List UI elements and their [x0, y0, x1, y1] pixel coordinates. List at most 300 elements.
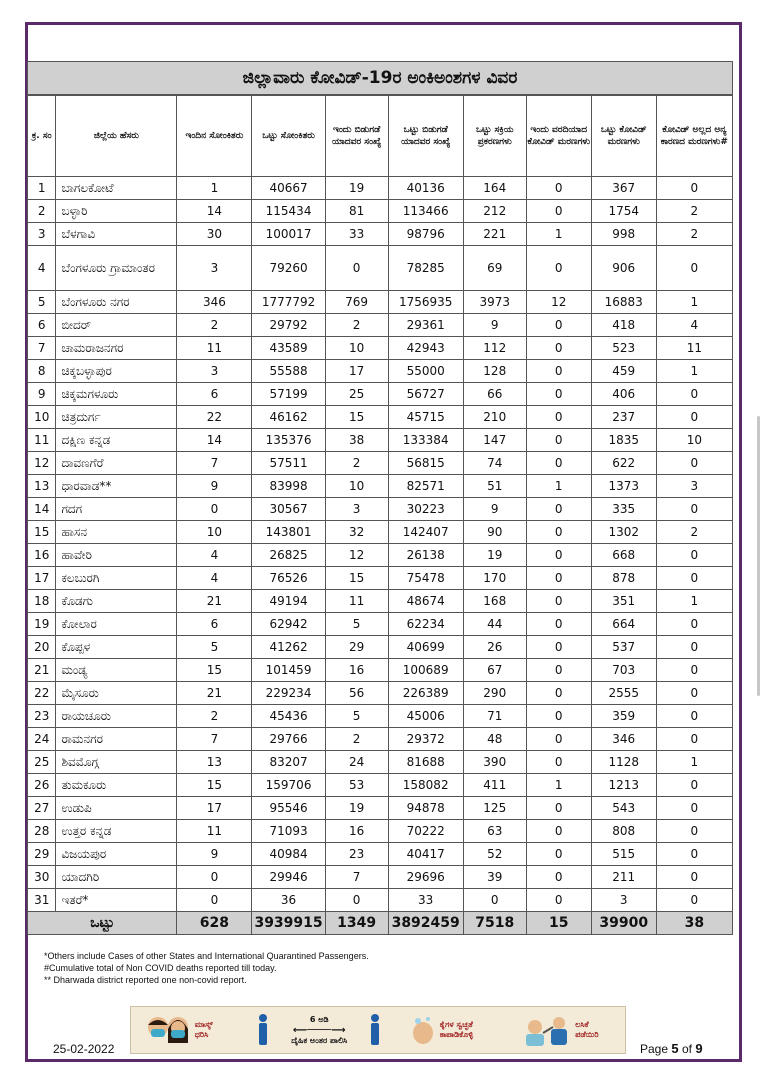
table-cell: 19 — [28, 613, 56, 636]
table-row — [28, 889, 733, 912]
table-cell: 158082 — [388, 774, 463, 797]
table-cell: 62234 — [388, 613, 463, 636]
table-cell: 0 — [526, 659, 591, 682]
table-cell: 56 — [325, 682, 388, 705]
table-cell: 0 — [526, 889, 591, 912]
table-cell: 9 — [28, 383, 56, 406]
column-header: ಕ್ರ. ಸಂ — [28, 96, 56, 177]
table-cell: 0 — [526, 498, 591, 521]
table-cell: 0 — [325, 889, 388, 912]
table-cell: 664 — [591, 613, 656, 636]
district-name-cell: ಧಾರವಾಡ** — [56, 475, 177, 498]
table-cell: 0 — [526, 544, 591, 567]
table-row — [28, 728, 733, 751]
district-name-cell: ರಾಯಚೂರು — [56, 705, 177, 728]
vaccine-segment — [523, 1013, 611, 1047]
table-cell: 83998 — [252, 475, 325, 498]
table-cell: 168 — [463, 590, 526, 613]
table-cell: 40136 — [388, 177, 463, 200]
table-cell: 55000 — [388, 360, 463, 383]
distance-value: 6 ಅಡಿ — [309, 1014, 329, 1024]
table-cell: 11 — [325, 590, 388, 613]
table-cell: 9 — [463, 498, 526, 521]
table-cell: 29 — [28, 843, 56, 866]
table-cell: 14 — [177, 429, 252, 452]
table-cell: 164 — [463, 177, 526, 200]
table-cell: 0 — [177, 498, 252, 521]
district-name-cell: ಕಲಬುರಗಿ — [56, 567, 177, 590]
table-cell: 0 — [526, 429, 591, 452]
table-cell: 10 — [28, 406, 56, 429]
table-cell: 418 — [591, 314, 656, 337]
table-cell: 0 — [526, 406, 591, 429]
table-cell: 4 — [177, 567, 252, 590]
page-current: 5 — [671, 1041, 679, 1056]
table-row — [28, 521, 733, 544]
table-cell: 0 — [656, 728, 732, 751]
table-cell: 406 — [591, 383, 656, 406]
table-cell: 4 — [28, 246, 56, 291]
table-cell: 226389 — [388, 682, 463, 705]
total-cell: 1349 — [325, 912, 388, 935]
district-name-cell: ಯಾದಗಿರಿ — [56, 866, 177, 889]
table-cell: 14 — [177, 200, 252, 223]
table-cell: 1835 — [591, 429, 656, 452]
table-cell: 3 — [177, 360, 252, 383]
table-cell: 346 — [591, 728, 656, 751]
table-cell: 906 — [591, 246, 656, 291]
table-cell: 0 — [656, 383, 732, 406]
column-header: ಒಟ್ಟು ಬಿಡುಗಡೆ ಯಾದವರ ಸಂಖ್ಯೆ — [388, 96, 463, 177]
table-cell: 4 — [656, 314, 732, 337]
total-cell: 3892459 — [388, 912, 463, 935]
district-name-cell: ಉತ್ತರ ಕನ್ನಡ — [56, 820, 177, 843]
table-cell: 7 — [325, 866, 388, 889]
table-cell: 0 — [463, 889, 526, 912]
footnote: #Cumulative total of Non COVID deaths reported till today. — [44, 963, 277, 973]
table-cell: 31 — [28, 889, 56, 912]
table-cell: 0 — [177, 889, 252, 912]
table-row — [28, 590, 733, 613]
table-cell: 0 — [656, 797, 732, 820]
column-header: ಒಟ್ಟು ಕೋವಿಡ್ ಮರಣಗಳು — [591, 96, 656, 177]
total-cell: 3939915 — [252, 912, 325, 935]
district-name-cell: ಮಂಡ್ಯ — [56, 659, 177, 682]
table-cell: 0 — [526, 337, 591, 360]
table-cell: 26 — [463, 636, 526, 659]
table-row — [28, 866, 733, 889]
table-cell: 9 — [463, 314, 526, 337]
district-name-cell: ಇತರೆ* — [56, 889, 177, 912]
table-cell: 21 — [28, 659, 56, 682]
total-cell: 38 — [656, 912, 732, 935]
table-cell: 42943 — [388, 337, 463, 360]
table-cell: 40667 — [252, 177, 325, 200]
scrollbar[interactable] — [757, 416, 760, 696]
table-cell: 57511 — [252, 452, 325, 475]
table-cell: 808 — [591, 820, 656, 843]
table-cell: 112 — [463, 337, 526, 360]
table-cell: 0 — [656, 452, 732, 475]
table-cell: 159706 — [252, 774, 325, 797]
table-cell: 16 — [325, 820, 388, 843]
table-cell: 12 — [526, 291, 591, 314]
table-cell: 622 — [591, 452, 656, 475]
table-cell: 76526 — [252, 567, 325, 590]
table-cell: 2 — [177, 705, 252, 728]
table-cell: 2555 — [591, 682, 656, 705]
table-cell: 1213 — [591, 774, 656, 797]
district-name-cell: ಚಾಮರಾಜನಗರ — [56, 337, 177, 360]
table-cell: 15 — [325, 567, 388, 590]
table-cell: 67 — [463, 659, 526, 682]
table-cell: 17 — [177, 797, 252, 820]
table-cell: 1756935 — [388, 291, 463, 314]
table-cell: 1777792 — [252, 291, 325, 314]
table-cell: 351 — [591, 590, 656, 613]
table-cell: 90 — [463, 521, 526, 544]
table-cell: 11 — [177, 820, 252, 843]
table-cell: 51 — [463, 475, 526, 498]
table-cell: 26825 — [252, 544, 325, 567]
table-cell: 0 — [526, 843, 591, 866]
table-row — [28, 751, 733, 774]
table-row — [28, 820, 733, 843]
district-name-cell: ಕೊಡಗು — [56, 590, 177, 613]
table-cell: 1302 — [591, 521, 656, 544]
table-cell: 3 — [28, 223, 56, 246]
table-cell: 3 — [656, 475, 732, 498]
table-cell: 0 — [526, 705, 591, 728]
table-cell: 23 — [28, 705, 56, 728]
table-cell: 39 — [463, 866, 526, 889]
table-cell: 115434 — [252, 200, 325, 223]
table-row — [28, 797, 733, 820]
table-cell: 703 — [591, 659, 656, 682]
table-row — [28, 682, 733, 705]
table-cell: 523 — [591, 337, 656, 360]
table-cell: 5 — [28, 291, 56, 314]
table-cell: 16883 — [591, 291, 656, 314]
table-cell: 100689 — [388, 659, 463, 682]
table-cell: 45715 — [388, 406, 463, 429]
table-cell: 43589 — [252, 337, 325, 360]
table-cell: 15 — [325, 406, 388, 429]
table-cell: 2 — [656, 200, 732, 223]
table-cell: 28 — [28, 820, 56, 843]
table-cell: 0 — [526, 820, 591, 843]
table-cell: 14 — [28, 498, 56, 521]
total-cell: 628 — [177, 912, 252, 935]
table-cell: 98796 — [388, 223, 463, 246]
district-name-cell: ಬಾಗಲಕೋಟೆ — [56, 177, 177, 200]
table-cell: 10 — [325, 475, 388, 498]
table-cell: 20 — [28, 636, 56, 659]
table-cell: 5 — [325, 705, 388, 728]
table-cell: 33 — [388, 889, 463, 912]
report-date: 25-02-2022 — [53, 1042, 115, 1056]
table-cell: 79260 — [252, 246, 325, 291]
table-cell: 769 — [325, 291, 388, 314]
table-cell: 459 — [591, 360, 656, 383]
table-cell: 7 — [177, 452, 252, 475]
table-cell: 0 — [526, 200, 591, 223]
table-cell: 2 — [325, 452, 388, 475]
table-cell: 4 — [177, 544, 252, 567]
person-icon — [368, 1013, 382, 1047]
table-cell: 48674 — [388, 590, 463, 613]
table-cell: 5 — [325, 613, 388, 636]
table-cell: 13 — [28, 475, 56, 498]
table-cell: 49194 — [252, 590, 325, 613]
table-row — [28, 705, 733, 728]
table-cell: 52 — [463, 843, 526, 866]
table-row — [28, 406, 733, 429]
table-cell: 335 — [591, 498, 656, 521]
table-cell: 24 — [28, 728, 56, 751]
table-cell: 95546 — [252, 797, 325, 820]
column-header: ಇಂದು ಬಿಡುಗಡೆ ಯಾದವರ ಸಂಖ್ಯೆ — [325, 96, 388, 177]
table-row — [28, 636, 733, 659]
table-cell: 6 — [28, 314, 56, 337]
table-cell: 0 — [526, 751, 591, 774]
table-row — [28, 291, 733, 314]
table-cell: 75478 — [388, 567, 463, 590]
table-cell: 0 — [656, 705, 732, 728]
total-cell: 7518 — [463, 912, 526, 935]
table-cell: 62942 — [252, 613, 325, 636]
table-cell: 515 — [591, 843, 656, 866]
table-cell: 1 — [656, 291, 732, 314]
table-row — [28, 498, 733, 521]
table-cell: 2 — [325, 728, 388, 751]
table-cell: 1 — [28, 177, 56, 200]
footnote: *Others include Cases of other States and International Quarantined Passengers. — [44, 951, 369, 961]
district-name-cell: ತುಮಕೂರು — [56, 774, 177, 797]
table-cell: 0 — [656, 177, 732, 200]
table-cell: 0 — [526, 682, 591, 705]
page-total: 9 — [695, 1041, 703, 1056]
table-cell: 71093 — [252, 820, 325, 843]
table-cell: 6 — [177, 383, 252, 406]
table-cell: 1 — [526, 774, 591, 797]
table-cell: 19 — [325, 797, 388, 820]
table-cell: 1 — [656, 751, 732, 774]
mask-segment — [145, 1013, 229, 1047]
table-cell: 83207 — [252, 751, 325, 774]
table-cell: 6 — [177, 613, 252, 636]
table-cell: 0 — [656, 406, 732, 429]
table-cell: 82571 — [388, 475, 463, 498]
table-cell: 143801 — [252, 521, 325, 544]
district-name-cell: ಉಡುಪಿ — [56, 797, 177, 820]
column-header: ಕೋವಿಡ್ ಅಲ್ಲದ ಅನ್ಯ ಕಾರಣದ ಮರಣಗಳು# — [656, 96, 732, 177]
column-header: ಜಿಲ್ಲೆಯ ಹೆಸರು — [56, 96, 177, 177]
table-cell: 63 — [463, 820, 526, 843]
table-cell: 33 — [325, 223, 388, 246]
table-cell: 1128 — [591, 751, 656, 774]
table-cell: 0 — [656, 498, 732, 521]
page-title: ಜಿಲ್ಲಾವಾರು ಕೋವಿಡ್-19ರ ಅಂಕಿಅಂಶಗಳ ವಿವರ — [27, 61, 733, 95]
table-row — [28, 613, 733, 636]
table-cell: 45006 — [388, 705, 463, 728]
table-row — [28, 383, 733, 406]
table-cell: 212 — [463, 200, 526, 223]
distance-segment — [256, 1013, 382, 1047]
table-cell: 78285 — [388, 246, 463, 291]
table-cell: 0 — [526, 613, 591, 636]
table-cell: 16 — [28, 544, 56, 567]
table-cell: 211 — [591, 866, 656, 889]
table-cell: 17 — [28, 567, 56, 590]
footnote: ** Dharwada district reported one non-covid report. — [44, 975, 247, 985]
table-cell: 210 — [463, 406, 526, 429]
table-cell: 29792 — [252, 314, 325, 337]
table-row — [28, 337, 733, 360]
district-name-cell: ಚಿಕ್ಕಬಳ್ಳಾಪುರ — [56, 360, 177, 383]
table-cell: 53 — [325, 774, 388, 797]
table-cell: 0 — [656, 820, 732, 843]
table-cell: 237 — [591, 406, 656, 429]
table-cell: 30223 — [388, 498, 463, 521]
table-cell: 390 — [463, 751, 526, 774]
district-name-cell: ಬೆಳಗಾವಿ — [56, 223, 177, 246]
table-cell: 0 — [656, 889, 732, 912]
table-header-row — [28, 96, 733, 177]
table-cell: 170 — [463, 567, 526, 590]
masked-faces-icon — [145, 1013, 191, 1047]
table-cell: 1 — [526, 223, 591, 246]
table-cell: 0 — [656, 613, 732, 636]
table-cell: 229234 — [252, 682, 325, 705]
footnotes — [44, 950, 369, 986]
column-header: ಇಂದು ವರದಿಯಾದ ಕೋವಿಡ್ ಮರಣಗಳು — [526, 96, 591, 177]
district-table — [27, 95, 733, 935]
total-cell: 15 — [526, 912, 591, 935]
table-cell: 3 — [177, 246, 252, 291]
table-cell: 40984 — [252, 843, 325, 866]
table-cell: 2 — [325, 314, 388, 337]
table-cell: 0 — [177, 866, 252, 889]
table-cell: 36 — [252, 889, 325, 912]
table-row — [28, 314, 733, 337]
table-cell: 0 — [526, 636, 591, 659]
table-cell: 142407 — [388, 521, 463, 544]
table-cell: 0 — [526, 797, 591, 820]
total-label: ಒಟ್ಟು — [28, 912, 177, 935]
table-cell: 5 — [177, 636, 252, 659]
table-cell: 100017 — [252, 223, 325, 246]
table-row — [28, 567, 733, 590]
table-cell: 3973 — [463, 291, 526, 314]
table-cell: 71 — [463, 705, 526, 728]
table-cell: 11 — [656, 337, 732, 360]
table-cell: 26 — [28, 774, 56, 797]
table-cell: 0 — [526, 246, 591, 291]
table-cell: 2 — [28, 200, 56, 223]
table-cell: 1373 — [591, 475, 656, 498]
table-row — [28, 177, 733, 200]
hand-wash-segment — [410, 1013, 496, 1047]
table-cell: 74 — [463, 452, 526, 475]
district-name-cell: ಬಳ್ಳಾರಿ — [56, 200, 177, 223]
table-row — [28, 843, 733, 866]
total-row — [28, 912, 733, 935]
table-cell: 0 — [526, 383, 591, 406]
table-cell: 21 — [177, 682, 252, 705]
table-row — [28, 360, 733, 383]
table-cell: 10 — [656, 429, 732, 452]
table-cell: 48 — [463, 728, 526, 751]
table-body — [28, 177, 733, 935]
table-cell: 2 — [656, 223, 732, 246]
table-cell: 29 — [325, 636, 388, 659]
table-cell: 1 — [656, 360, 732, 383]
table-cell: 21 — [177, 590, 252, 613]
table-row — [28, 200, 733, 223]
table-cell: 81 — [325, 200, 388, 223]
table-cell: 668 — [591, 544, 656, 567]
table-cell: 81688 — [388, 751, 463, 774]
table-cell: 7 — [177, 728, 252, 751]
table-cell: 113466 — [388, 200, 463, 223]
table-cell: 41262 — [252, 636, 325, 659]
table-cell: 147 — [463, 429, 526, 452]
table-cell: 0 — [526, 452, 591, 475]
table-cell: 26138 — [388, 544, 463, 567]
table-cell: 0 — [656, 567, 732, 590]
table-cell: 0 — [526, 866, 591, 889]
table-cell: 22 — [28, 682, 56, 705]
person-icon — [256, 1013, 270, 1047]
table-cell: 1 — [656, 590, 732, 613]
table-row — [28, 429, 733, 452]
table-cell: 7 — [28, 337, 56, 360]
table-cell: 0 — [526, 177, 591, 200]
table-cell: 10 — [325, 337, 388, 360]
vaccine-label: ಲಸಿಕೆ ಪಡೆಯಿರಿ — [575, 1020, 599, 1039]
district-name-cell: ರಾಮನಗರ — [56, 728, 177, 751]
covid-guidelines-banner — [130, 1006, 626, 1054]
district-name-cell: ಕೊಪ್ಪಳ — [56, 636, 177, 659]
table-cell: 23 — [325, 843, 388, 866]
column-header: ಇಂದಿನ ಸೋಂಕಿತರು — [177, 96, 252, 177]
district-name-cell: ವಿಜಯಪುರ — [56, 843, 177, 866]
table-cell: 10 — [177, 521, 252, 544]
table-cell: 27 — [28, 797, 56, 820]
total-cell: 39900 — [591, 912, 656, 935]
table-row — [28, 223, 733, 246]
table-cell: 411 — [463, 774, 526, 797]
district-name-cell: ಚಿತ್ರದುರ್ಗ — [56, 406, 177, 429]
table-cell: 9 — [177, 475, 252, 498]
table-cell: 0 — [656, 636, 732, 659]
column-header: ಒಟ್ಟು ಸಕ್ರಿಯ ಪ್ರಕರಣಗಳು — [463, 96, 526, 177]
table-cell: 11 — [177, 337, 252, 360]
table-cell: 29372 — [388, 728, 463, 751]
table-cell: 22 — [177, 406, 252, 429]
table-cell: 101459 — [252, 659, 325, 682]
table-cell: 29946 — [252, 866, 325, 889]
table-cell: 0 — [526, 314, 591, 337]
district-name-cell: ಶಿವಮೊಗ್ಗ — [56, 751, 177, 774]
district-name-cell: ಮೈಸೂರು — [56, 682, 177, 705]
table-cell: 44 — [463, 613, 526, 636]
table-cell: 0 — [656, 774, 732, 797]
table-cell: 9 — [177, 843, 252, 866]
table-cell: 878 — [591, 567, 656, 590]
table-cell: 0 — [325, 246, 388, 291]
